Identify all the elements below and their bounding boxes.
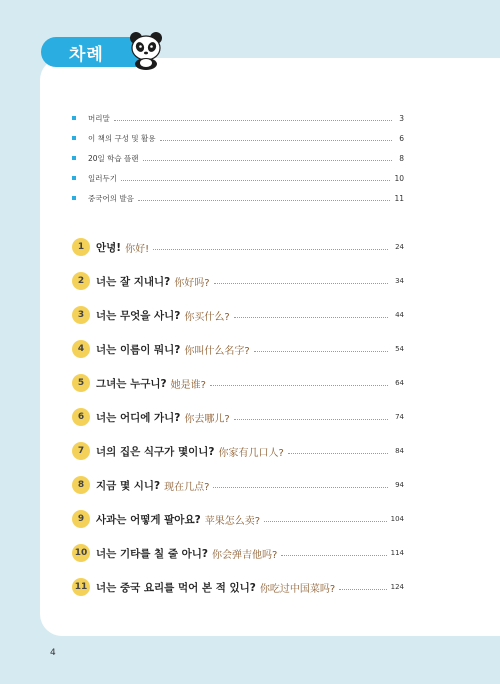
lesson-page: 44 [395,311,404,319]
list-item[interactable] [72,148,404,168]
lesson-title-chinese: 你买什么? [184,311,230,323]
lesson-number-badge: 2 [72,272,90,290]
list-item[interactable] [72,188,404,208]
dot-leader [339,589,386,590]
dot-leader [213,487,388,488]
lesson-title-chinese: 你叫什么名字? [184,345,250,357]
dot-leader [234,317,388,318]
lesson-entry[interactable] [72,230,404,264]
dot-leader [234,419,388,420]
lesson-number-badge: 3 [72,306,90,324]
dot-leader [214,283,388,284]
lesson-number-badge: 1 [72,238,90,256]
bullet-icon [72,116,76,120]
lesson-title-korean: 너는 무엇을 사니? [96,309,181,322]
preface-list [72,108,404,208]
lesson-page: 104 [390,515,404,523]
item-page: 8 [399,153,404,163]
lesson-entry[interactable] [72,502,404,536]
dot-leader [254,351,388,352]
bullet-icon [72,136,76,140]
dot-leader [264,521,387,522]
lesson-title-korean: 안녕! [96,241,122,254]
dot-leader [121,180,390,181]
item-label: 이 책의 구성 및 활용 [88,133,156,143]
lesson-page: 94 [395,481,404,489]
lesson-number-badge: 5 [72,374,90,392]
lesson-title-chinese: 你会弹吉他吗? [212,549,278,561]
lesson-page: 24 [395,243,404,251]
lesson-title-chinese: 她是谁? [170,379,206,391]
list-item[interactable] [72,108,404,128]
dot-leader [138,200,391,201]
dot-leader [281,555,386,556]
item-page: 6 [399,133,404,143]
item-page: 10 [394,173,404,183]
lesson-title-chinese: 你好! [125,243,150,255]
item-label: 20일 학습 플랜 [88,153,139,163]
lesson-entry[interactable] [72,536,404,570]
bullet-icon [72,196,76,200]
page-title: 차례 [69,44,104,65]
item-label: 중국어의 발음 [88,193,134,203]
lesson-title-korean: 너는 이름이 뭐니? [96,343,181,356]
list-item[interactable] [72,168,404,188]
lesson-entry[interactable] [72,298,404,332]
dot-leader [288,453,388,454]
dot-leader [160,140,393,141]
lesson-title-korean: 너는 중국 요리를 먹어 본 적 있니? [96,581,256,594]
bullet-icon [72,176,76,180]
lesson-title-korean: 너의 집은 식구가 몇이니? [96,445,215,458]
lesson-page: 34 [395,277,404,285]
lesson-title-korean: 사과는 어떻게 팔아요? [96,513,201,526]
item-page: 3 [399,113,404,123]
dot-leader [114,120,392,121]
lesson-page: 54 [395,345,404,353]
lesson-page: 74 [395,413,404,421]
lesson-page: 64 [395,379,404,387]
lesson-entry[interactable] [72,468,404,502]
lesson-entry[interactable] [72,366,404,400]
lesson-number-badge: 10 [72,544,90,562]
list-item[interactable] [72,128,404,148]
lesson-page: 84 [395,447,404,455]
lesson-title-chinese: 你家有几口人? [218,447,284,459]
dot-leader [143,160,392,161]
lesson-entry[interactable] [72,434,404,468]
lesson-page: 114 [390,549,404,557]
lesson-title-chinese: 苹果怎么卖? [204,515,261,527]
lesson-title-chinese: 你吃过中国菜吗? [259,583,336,595]
lesson-entry[interactable] [72,332,404,366]
lesson-entry[interactable] [72,400,404,434]
lesson-title-chinese: 你去哪儿? [184,413,230,425]
bullet-icon [72,156,76,160]
panda-icon [128,30,164,70]
lesson-entry[interactable] [72,570,404,604]
lesson-entry[interactable] [72,264,404,298]
lesson-number-badge: 11 [72,578,90,596]
lesson-title-korean: 너는 어디에 가니? [96,411,181,424]
lesson-title-korean: 지금 몇 시니? [96,479,161,492]
lesson-number-badge: 8 [72,476,90,494]
lesson-title-korean: 너는 잘 지내니? [96,275,171,288]
lesson-number-badge: 7 [72,442,90,460]
lesson-page: 124 [390,583,404,591]
dot-leader [153,249,388,250]
item-label: 일러두기 [88,173,117,183]
lesson-title-chinese: 现在几点? [164,481,210,493]
lesson-title-chinese: 你好吗? [174,277,210,289]
dot-leader [210,385,388,386]
page-number: 4 [50,648,56,658]
lesson-number-badge: 4 [72,340,90,358]
item-label: 머리말 [88,113,110,123]
lesson-number-badge: 9 [72,510,90,528]
lesson-number-badge: 6 [72,408,90,426]
lesson-title-korean: 그녀는 누구니? [96,377,167,390]
item-page: 11 [394,193,404,203]
lesson-title-korean: 너는 기타를 칠 줄 아니? [96,547,208,560]
lesson-list [72,230,404,604]
